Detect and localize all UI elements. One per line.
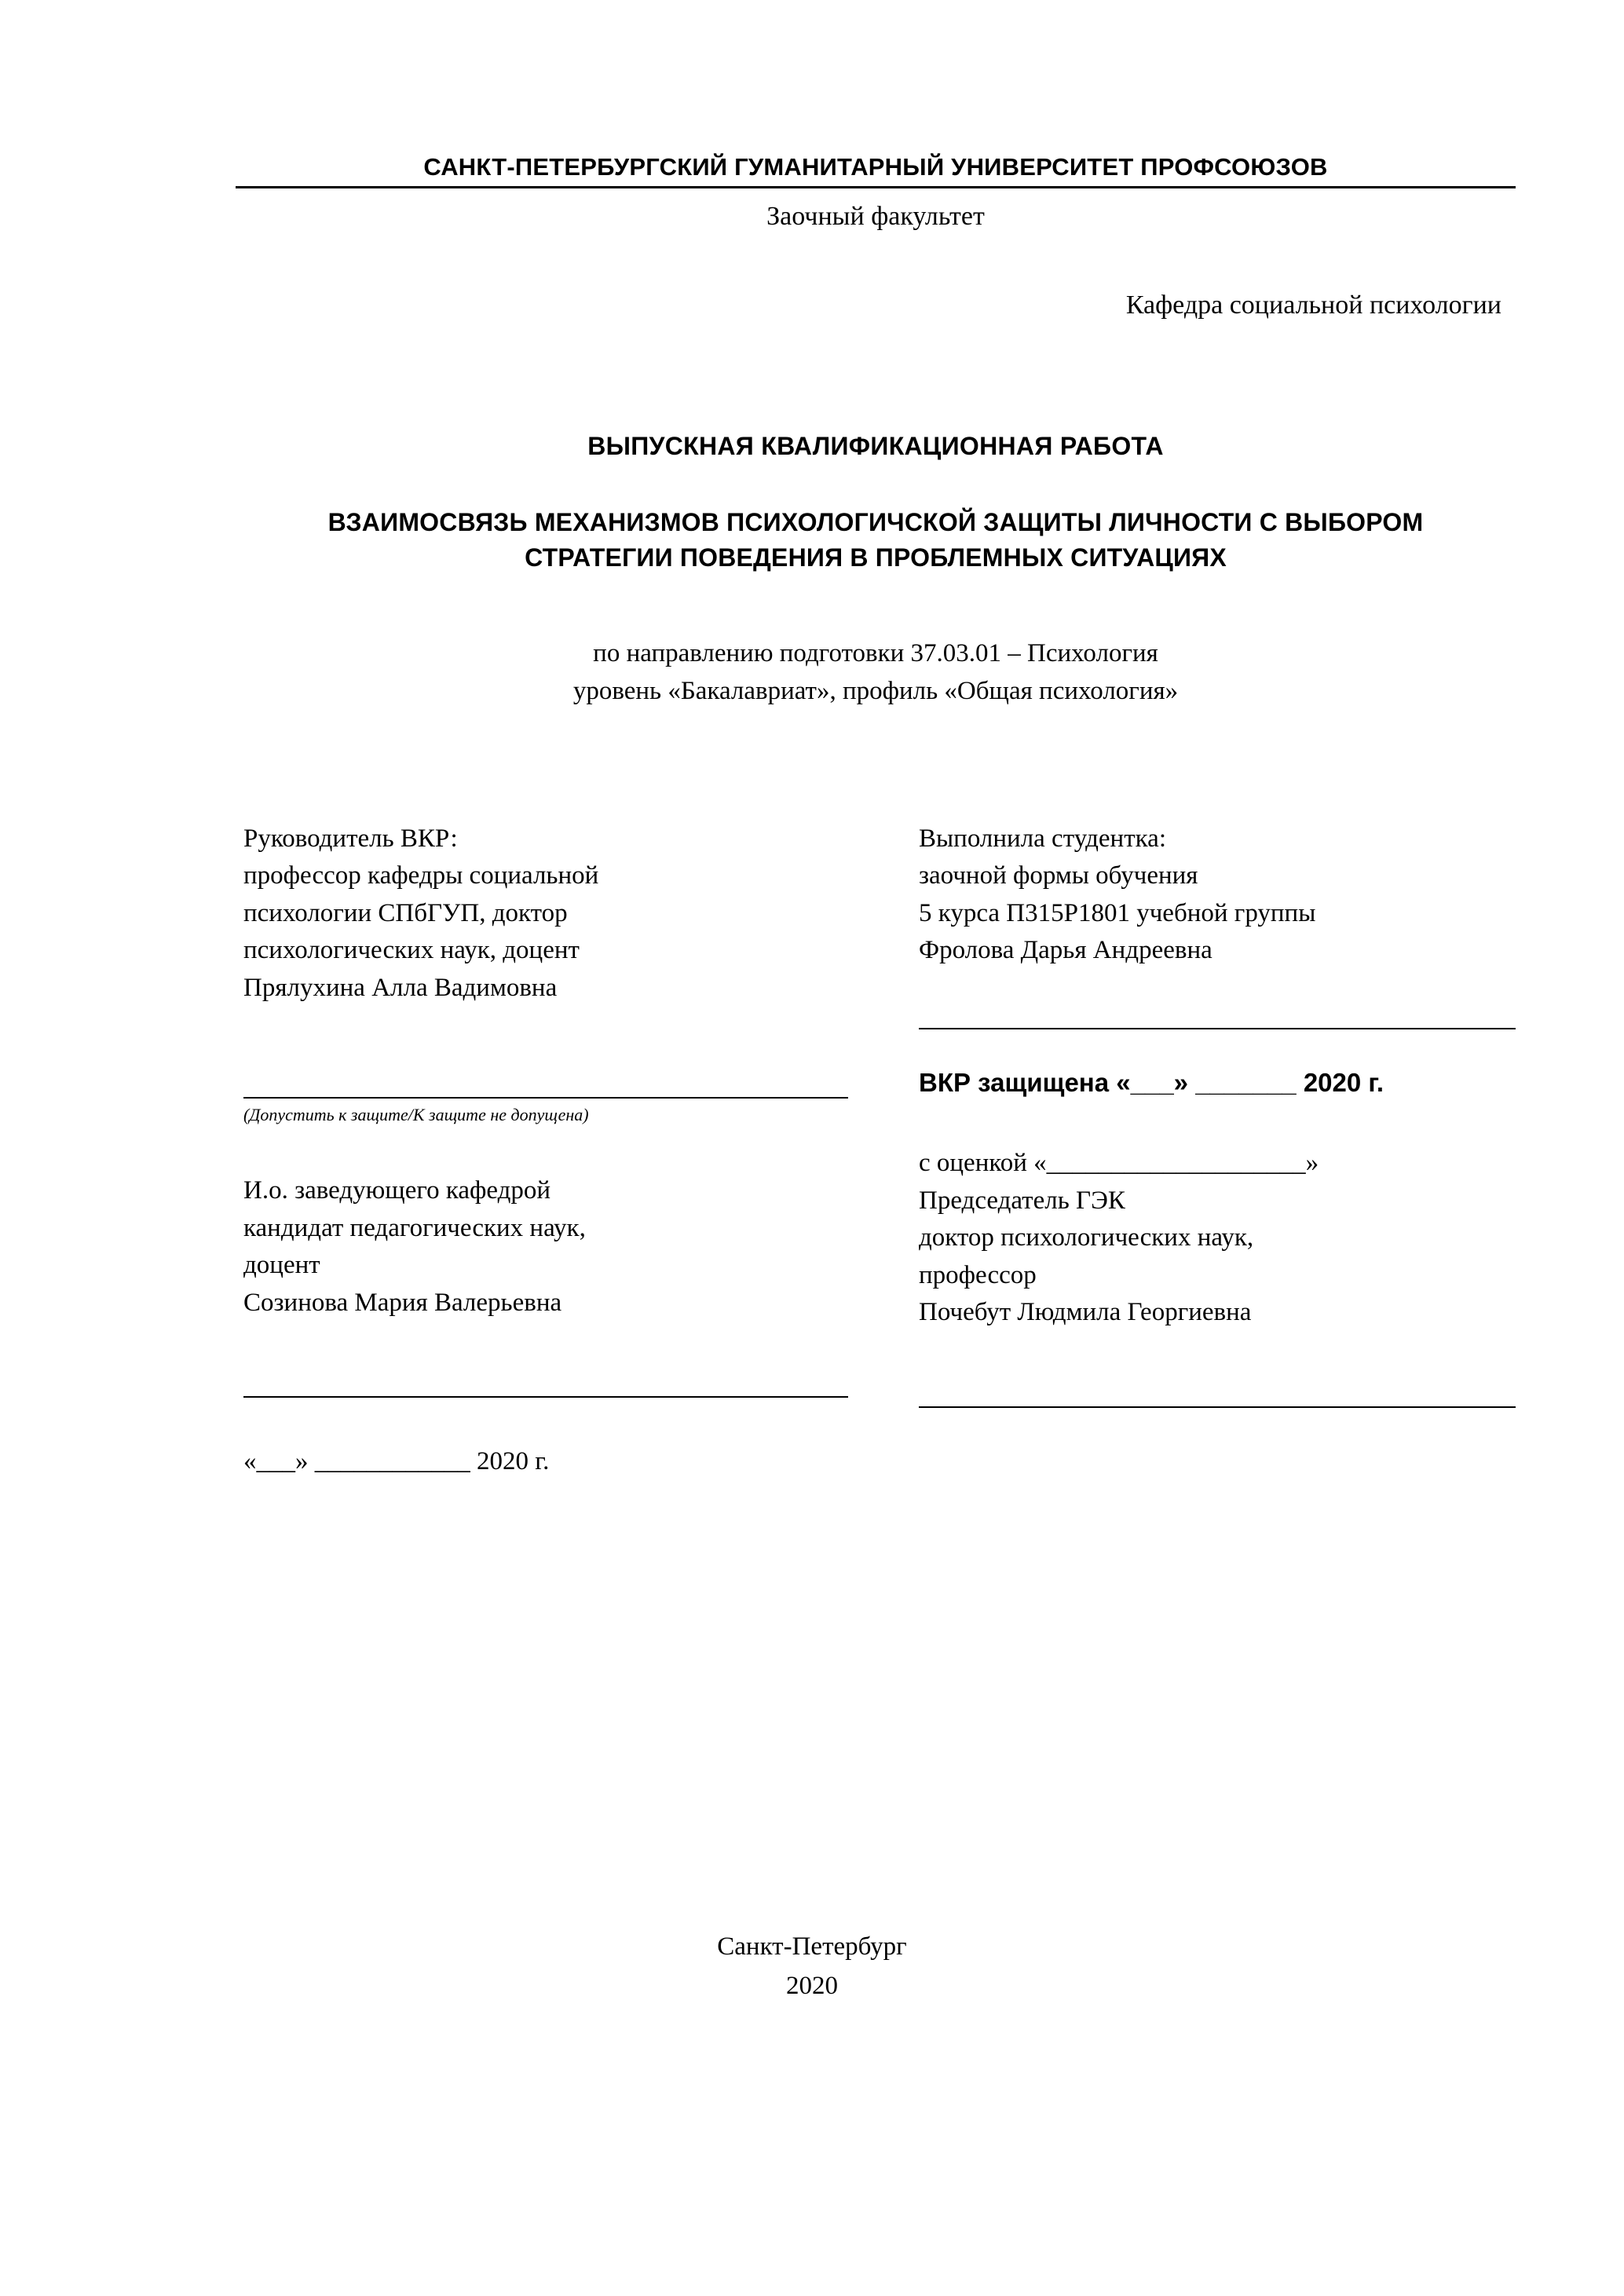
chair-label: Председатель ГЭК — [919, 1186, 1125, 1215]
grade-line: с оценкой «____________________» — [919, 1149, 1319, 1178]
defense-date-line: ВКР защищена «___» _______ 2020 г. — [919, 1067, 1384, 1097]
student-block — [919, 821, 1516, 970]
signature-columns — [236, 821, 1516, 1481]
student-group: 5 курса П315Р1801 учебной группы — [919, 898, 1316, 927]
student-label: Выполнила студентка: — [919, 824, 1166, 853]
head-name: Созинова Мария Валерьевна — [243, 1288, 562, 1317]
document-content — [236, 153, 1516, 1481]
supervisor-position-line1: профессор кафедры социальной — [243, 861, 599, 890]
left-column — [236, 821, 848, 1481]
document-footer — [0, 1928, 1624, 2005]
student-form: заочной формы обучения — [919, 861, 1198, 890]
supervisor-position-line2: психологии СПбГУП, доктор — [243, 898, 568, 927]
chair-signature-line — [919, 1406, 1516, 1408]
city: Санкт-Петербург — [717, 1932, 907, 1961]
head-of-department-block — [243, 1172, 848, 1322]
faculty-name: Заочный факультет — [766, 202, 985, 231]
supervisor-position-line3: психологических наук, доцент — [243, 936, 580, 965]
supervisor-label: Руководитель ВКР: — [243, 824, 458, 853]
department-name: Кафедра социальной психологии — [1125, 291, 1501, 320]
chair-rank: профессор — [919, 1260, 1037, 1289]
chair-degree: доктор психологических наук, — [919, 1223, 1254, 1252]
admission-note: (Допустить к защите/К защите не допущена) — [243, 1105, 589, 1125]
head-position-line2: кандидат педагогических наук, — [243, 1213, 586, 1242]
supervisor-name: Прялухина Алла Вадимовна — [243, 973, 558, 1002]
program-level: уровень «Бакалавриат», профиль «Общая психология» — [572, 676, 1179, 705]
left-date: «___» ____________ 2020 г. — [243, 1447, 550, 1476]
university-name: САНКТ-ПЕТЕРБУРГСКИЙ ГУМАНИТАРНЫЙ УНИВЕРСИТЕТ ПРОФСОЮЗОВ — [423, 153, 1328, 181]
chair-name: Почебут Людмила Георгиевна — [919, 1298, 1252, 1327]
document-type: ВЫПУСКНАЯ КВАЛИФИКАЦИОННАЯ РАБОТА — [587, 432, 1164, 460]
head-position-line1: И.о. заведующего кафедрой — [243, 1176, 551, 1205]
supervisor-block — [243, 821, 848, 1007]
year: 2020 — [786, 1971, 838, 2000]
right-column — [848, 821, 1516, 1481]
student-name: Фролова Дарья Андреевна — [919, 936, 1213, 965]
thesis-title: ВЗАИМОСВЯЗЬ МЕХАНИЗМОВ ПСИХОЛОГИЧСКОЙ ЗАЩИТЫ ЛИЧНОСТИ С ВЫБОРОМ СТРАТЕГИИ ПОВЕДЕНИЯ В ПРОБЛЕМНЫХ СИТУАЦИЯХ — [327, 508, 1424, 572]
supervisor-signature-line — [243, 1097, 848, 1099]
chair-block — [919, 1183, 1516, 1332]
header-divider — [236, 186, 1516, 188]
head-position-line3: доцент — [243, 1251, 320, 1280]
program-direction: по направлению подготовки 37.03.01 – Психология — [593, 638, 1158, 667]
